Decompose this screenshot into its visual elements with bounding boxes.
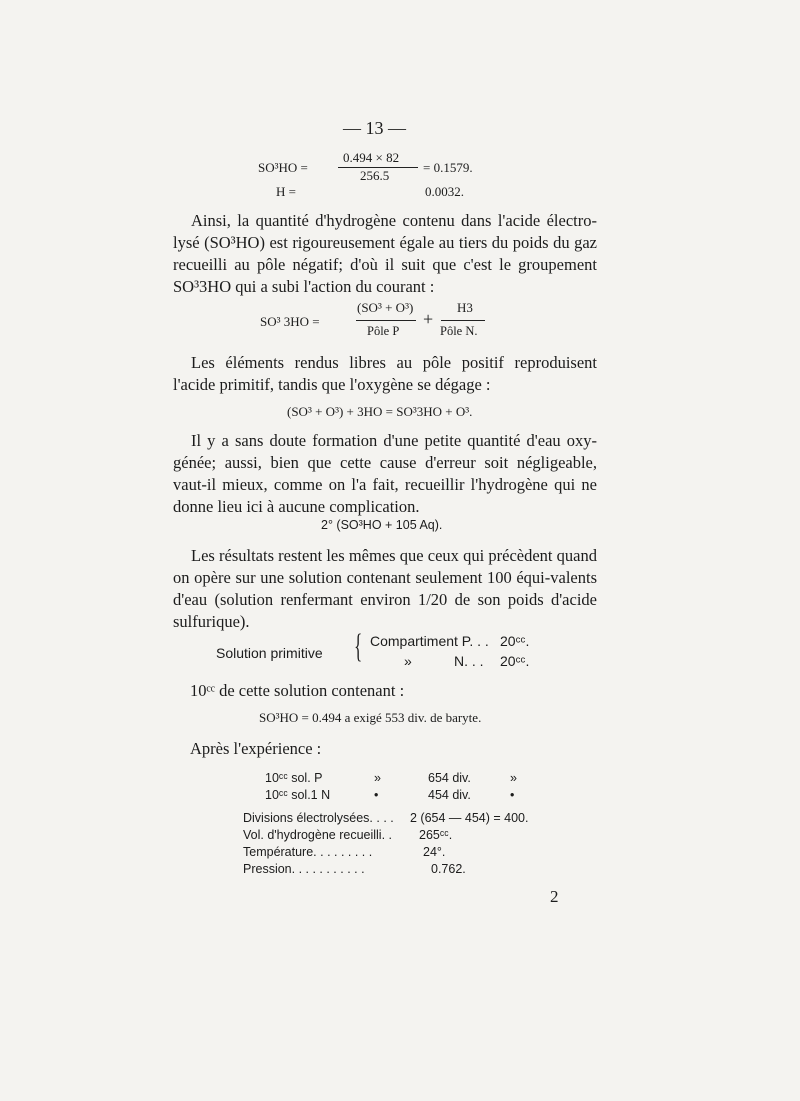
measure-hydrogen-value: 265ᶜᶜ. [419, 828, 453, 842]
result-row-1-ditto: » [374, 771, 381, 785]
line-10cc: 10ᶜᶜ de cette solution contenant : [190, 681, 405, 700]
solution-row2-value: 20ᶜᶜ. [500, 653, 530, 669]
measure-temperature-value: 24°. [423, 845, 446, 859]
eq4: SO³HO = 0.494 a exigé 553 div. de baryte. [259, 710, 482, 725]
section-2-heading: 2° (SO³HO + 105 Aq). [321, 518, 443, 532]
eq2-brace-1 [356, 320, 416, 321]
eq1-h-value: 0.0032. [425, 184, 464, 199]
measure-pressure-label: Pression. . . . . . . . . . . [243, 862, 365, 876]
eq2-label1: Pôle P [367, 324, 400, 338]
solution-row1-value: 20ᶜᶜ. [500, 633, 530, 649]
paragraph-2-text: Les éléments rendus libres au pôle positif reproduisent l'acide primitif, tandis que l'oxygène se dégage : [173, 353, 597, 394]
measure-temperature-label: Température. . . . . . . . . [243, 845, 373, 859]
result-row-1-label: 10ᶜᶜ sol. P [265, 771, 323, 785]
result-row-1-end: » [510, 771, 517, 785]
eq1-denominator: 256.5 [360, 168, 390, 183]
result-row-2-ditto: • [374, 788, 379, 802]
measure-divisions-value: 2 (654 — 454) = 400. [410, 811, 529, 825]
paragraph-3-text: Il y a sans doute formation d'une petite quantité d'eau oxy-génée; aussi, bien que cette cause d'erreur soit négligeable, vaut-il mieux, comme on l'a fait, recueillir l'hydrogène qui ne donne lieu ici à aucune complication. [173, 431, 597, 516]
paragraph-2 [173, 352, 597, 396]
measure-divisions-label: Divisions électrolysées. . . . [243, 811, 394, 825]
eq2-term1: (SO³ + O³) [357, 300, 414, 315]
measure-hydrogen-label: Vol. d'hydrogène recueilli. . [243, 828, 393, 842]
eq1-h-lhs: H = [276, 184, 296, 199]
eq2-lhs: SO³ 3HO = [260, 314, 320, 329]
eq1-numerator: 0.494 × 82 [343, 150, 400, 165]
solution-row2-ditto: » [404, 653, 412, 669]
paragraph-4-text: Les résultats restent les mêmes que ceux qui précèdent quand on opère sur une solution contenant seulement 100 équi-valents d'eau (solution renfermant environ 1/20 de son poids d'acide sulfurique). [173, 546, 597, 631]
eq2-label2: Pôle N. [440, 324, 478, 338]
solution-brace: { [354, 628, 363, 665]
paragraph-4 [173, 545, 597, 633]
result-row-2-label: 10ᶜᶜ sol.1 N [265, 788, 331, 802]
eq1-lhs: SO³HO = [258, 160, 308, 175]
eq2-brace-2 [441, 320, 485, 321]
paragraph-1-text: Ainsi, la quantité d'hydrogène contenu dans l'acide électro-lysé (SO³HO) est rigoureusement égale au tiers du poids du gaz recueilli au pôle négatif; d'où il suit que c'est le groupement SO³3HO qui a subi l'action du courant : [173, 211, 597, 296]
solution-row1-label: Compartiment P. . . [370, 633, 489, 649]
eq1-result: = 0.1579. [423, 160, 473, 175]
page-number: — 13 — [343, 118, 406, 138]
paragraph-1 [173, 210, 597, 298]
result-row-2-value: 454 div. [428, 788, 471, 802]
eq2-plus: + [423, 309, 434, 329]
result-row-1-value: 654 div. [428, 771, 471, 785]
apres-heading: Après l'expérience : [190, 739, 322, 758]
signature-mark: 2 [550, 887, 559, 906]
paragraph-3 [173, 430, 597, 518]
result-row-2-end: • [510, 788, 515, 802]
solution-row2-label: N. . . [454, 653, 484, 669]
eq3: (SO³ + O³) + 3HO = SO³3HO + O³. [287, 404, 473, 419]
measure-pressure-value: 0.762. [431, 862, 466, 876]
solution-label: Solution primitive [216, 645, 323, 661]
eq2-term2: H3 [457, 300, 473, 315]
